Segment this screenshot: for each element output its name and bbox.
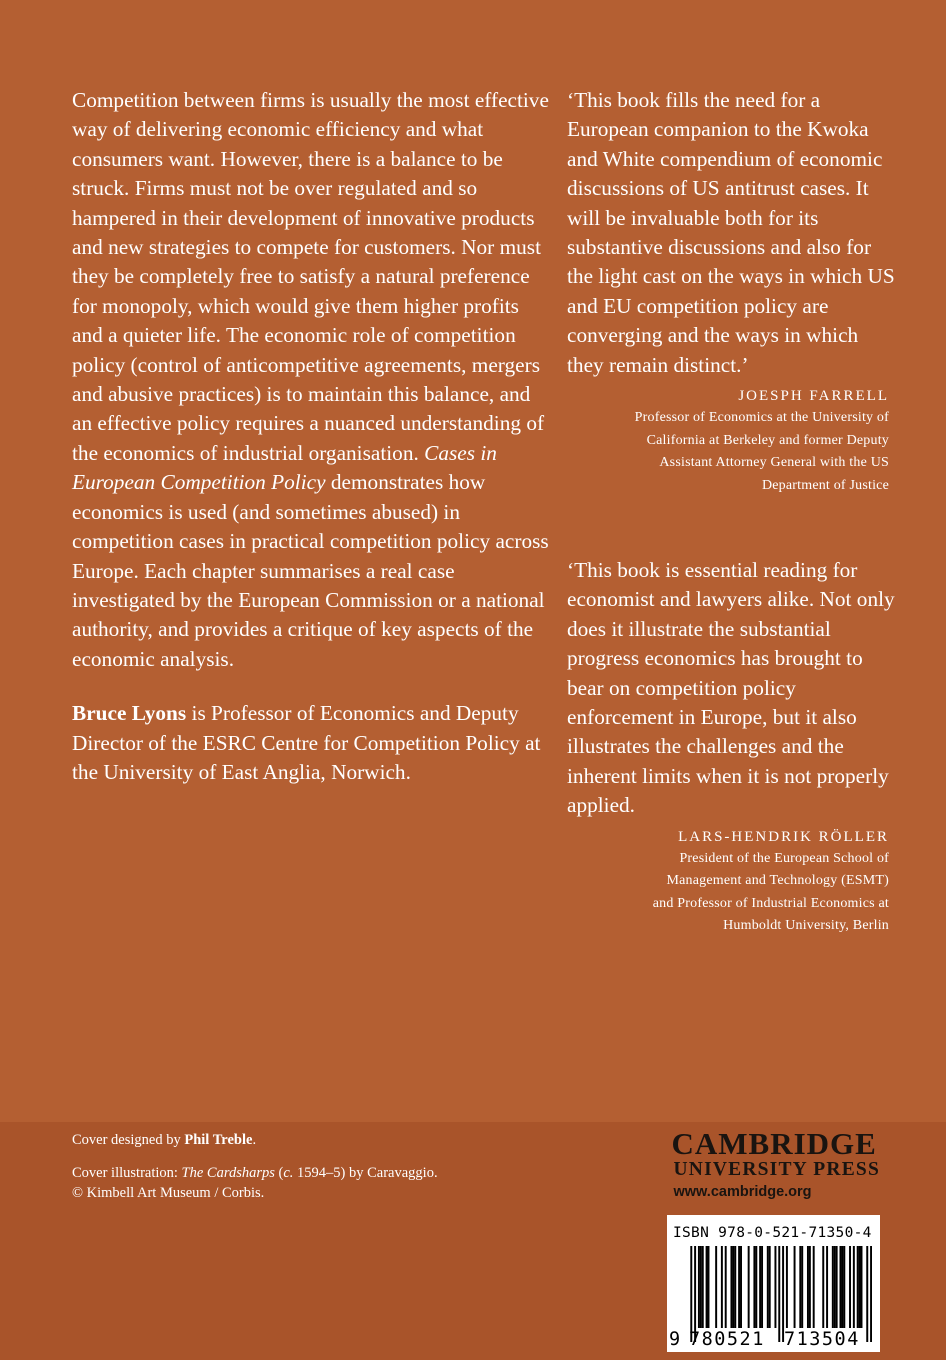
barcode-bar [799, 1246, 801, 1328]
book-title: Cases in European Competition Policy [72, 440, 497, 495]
barcode-bar [836, 1246, 838, 1328]
illustration-title: The Cardsharps [181, 1165, 275, 1181]
copyright: © Kimbell Art Museum / Corbis. [72, 1185, 265, 1201]
affiliation-line: Department of Justice [761, 477, 889, 493]
barcode-bar [849, 1246, 851, 1328]
designer-label: Cover designed by [72, 1132, 181, 1148]
barcode-bar [834, 1246, 836, 1328]
barcode-bar [778, 1246, 780, 1342]
reviewer-affiliation [567, 848, 889, 938]
barcode-bar [698, 1246, 700, 1328]
barcode-bar [870, 1246, 872, 1342]
illustration-credit [72, 1163, 492, 1183]
barcode-bar [734, 1246, 736, 1328]
barcode-bar [843, 1246, 845, 1328]
barcode-bar [706, 1246, 708, 1328]
barcode-bar [767, 1246, 769, 1328]
description-paragraph [72, 86, 552, 674]
review-farrell [567, 86, 897, 497]
barcode-bar [866, 1246, 868, 1342]
barcode-bar [839, 1246, 841, 1328]
barcode-bar [715, 1246, 717, 1328]
affiliation-line: Humboldt University, Berlin [723, 918, 889, 934]
reviewer-name: LARS-HENDRIK RÖLLER [678, 828, 889, 845]
illustration-date: 1594–5) by Caravaggio. [297, 1165, 438, 1181]
barcode-right-digits: 713504 [784, 1329, 860, 1350]
reviewer-affiliation [567, 407, 889, 497]
author-name: Bruce Lyons [72, 701, 187, 726]
barcode-bar [694, 1246, 696, 1342]
barcode-bar [730, 1246, 732, 1328]
barcode-bar [861, 1246, 863, 1328]
book-description [72, 86, 552, 787]
barcode-bar [740, 1246, 742, 1328]
barcode-bar [700, 1246, 702, 1328]
barcode-bar [794, 1246, 796, 1328]
barcode-bar [769, 1246, 771, 1328]
isbn-barcode [667, 1215, 880, 1352]
publisher-logo [672, 1128, 881, 1201]
cover-credits [72, 1130, 492, 1203]
barcode-bar [859, 1246, 861, 1328]
description-text-1: Competition between firms is usually the most effective way of delivering economic efficiency and what consumers want. However, there is a balance to be struck. Firms must not be over regulated and so hampered in their development of innovative products and new strategies to compete for customers. Nor must they be completely free to satisfy a natural preference for monopoly, which would give them higher profits and a quieter life. The economic role of competition policy (control of anticompetitive agreements, mergers and abusive practices) is to maintain this balance, and an effective policy requires a nuanced understanding of the economics of industrial organisation. [72, 88, 549, 465]
barcode-bar [755, 1246, 757, 1328]
review-quote: ‘This book is essential reading for economist and lawyers alike. Not only does it illustrate the substantial progress economics has brought to bear on competition policy enforcement in Europe, but it also illustrates the challenges and the inherent limits when it is not properly applied. [567, 558, 895, 818]
isbn-label: ISBN 978-0-521-71350-4 [673, 1225, 872, 1241]
barcode-bar [801, 1246, 803, 1328]
designer-suffix: . [252, 1132, 257, 1148]
barcode-bar [732, 1246, 734, 1328]
publisher-subname: UNIVERSITY PRESS [673, 1159, 880, 1180]
barcode-bar [832, 1246, 834, 1328]
designer-name: Phil Treble [184, 1132, 253, 1148]
author-bio [72, 699, 552, 787]
barcode-bars [675, 1246, 872, 1342]
description-text-2: demonstrates how economics is used (and sometimes abused) in competition cases in practical competition policy across Europe. Each chapter summarises a real case investigated by the European Commission or a national authority, and provides a critique of key aspects of the economic analysis. [72, 470, 549, 671]
barcode-bar [782, 1246, 784, 1342]
publisher-name: CAMBRIDGE [671, 1126, 877, 1161]
author-bio-text: is Professor of Economics and Deputy Director of the ESRC Centre for Competition Policy at the University of East Anglia, Norwich. [72, 701, 541, 784]
barcode-bar [738, 1246, 740, 1328]
affiliation-line: Professor of Economics at the University of [634, 410, 889, 426]
affiliation-line: President of the European School of [679, 850, 889, 866]
designer-credit [72, 1130, 492, 1150]
review-roller [567, 556, 897, 938]
barcode-bar [761, 1246, 763, 1328]
affiliation-line: Assistant Attorney General with the US [659, 455, 889, 471]
barcode-first-digit: 9 [669, 1329, 681, 1350]
review-quote: ‘This book fills the need for a European companion to the Kwoka and White compendium of economic discussions of US antitrust cases. It will be invaluable both for its substantive discussions and also for the light cast on the ways in which US and EU competition policy are converging and the ways in which they remain distinct.’ [567, 88, 895, 377]
affiliation-line: California at Berkeley and former Deputy [646, 432, 889, 448]
barcode-bar [759, 1246, 761, 1328]
barcode-left-digits: 780521 [689, 1329, 765, 1350]
reviewer-name: JOESPH FARRELL [738, 388, 889, 405]
barcode-bar [748, 1246, 750, 1328]
barcode-bar [807, 1246, 809, 1328]
barcode-bar [809, 1246, 811, 1328]
affiliation-line: Management and Technology (ESMT) [666, 873, 889, 889]
barcode-bar [774, 1246, 776, 1328]
barcode-bar [721, 1246, 723, 1328]
barcode-bar [826, 1246, 828, 1328]
barcode-bar [708, 1246, 710, 1328]
barcode-bar [857, 1246, 859, 1328]
barcode-bar [690, 1246, 692, 1342]
barcode-bar [822, 1246, 824, 1328]
barcode-bar [725, 1246, 727, 1328]
barcode-bar [853, 1246, 855, 1328]
publisher-website: www.cambridge.org [673, 1184, 812, 1200]
barcode-bar [786, 1246, 788, 1328]
barcode-bar [702, 1246, 704, 1328]
barcode-bar [753, 1246, 755, 1328]
illustration-paren: ( [278, 1165, 284, 1181]
affiliation-line: and Professor of Industrial Economics at [652, 895, 889, 911]
illustration-circa: c. [283, 1165, 294, 1181]
barcode-bar [813, 1246, 815, 1328]
illustration-label: Cover illustration: [72, 1165, 178, 1181]
barcode-bar [841, 1246, 843, 1328]
